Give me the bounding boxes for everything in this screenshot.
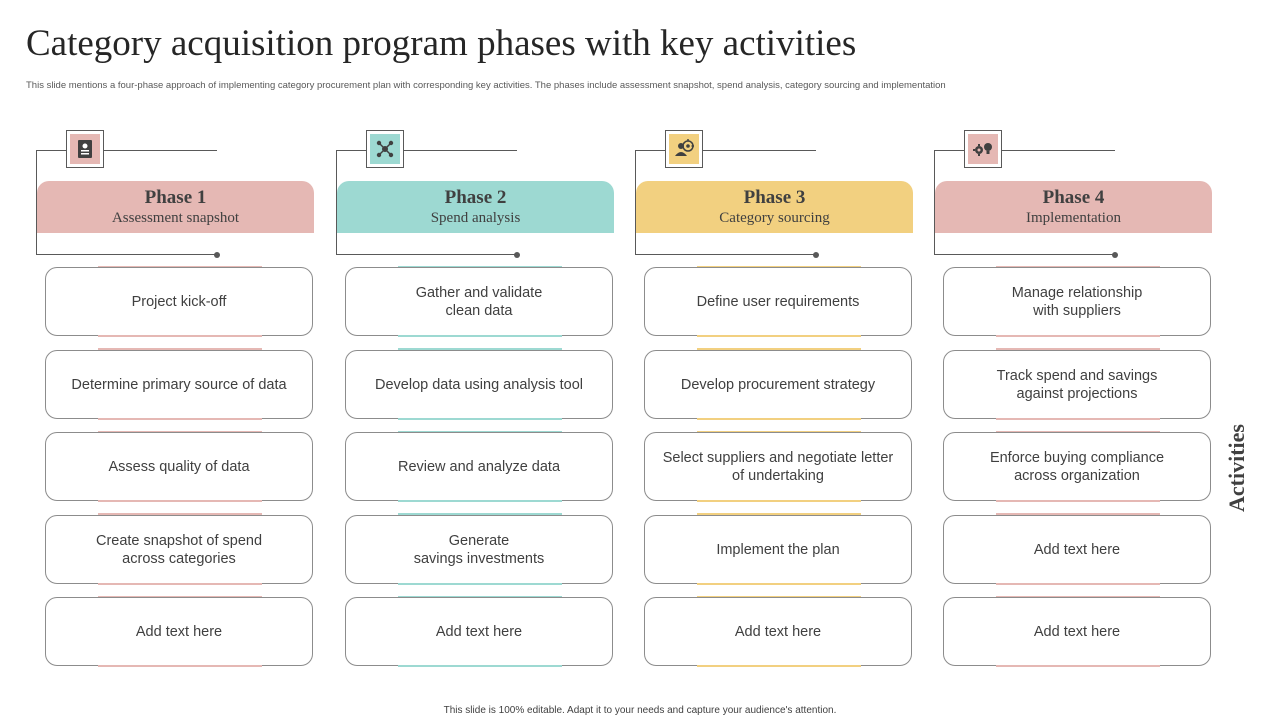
activity-card: Select suppliers and negotiate letter of undertaking	[644, 432, 912, 501]
phase-header	[935, 181, 1212, 233]
connector-dot	[214, 252, 220, 258]
footer-note: This slide is 100% editable. Adapt it to your needs and capture your audience's attention.	[443, 705, 837, 716]
phase-column-1	[36, 0, 336, 720]
card-accent	[996, 665, 1160, 667]
phase-header	[636, 181, 913, 233]
card-accent	[996, 418, 1160, 420]
document-icon	[70, 134, 100, 164]
phase-column-3	[635, 0, 935, 720]
phase-subtitle: Assessment snapshot	[111, 210, 240, 226]
phase-column-2	[336, 0, 636, 720]
card-accent	[398, 418, 562, 420]
card-accent	[398, 583, 562, 585]
activities-label-text: Activities	[1224, 424, 1249, 512]
activity-card: Implement the plan	[644, 515, 912, 584]
activity-card: Enforce buying compliance across organization	[943, 432, 1211, 501]
page-subtitle: This slide mentions a four-phase approach of implementing category procurement plan with corresponding key activities. The phases include assessment snapshot, spend analysis, category sourcing and implementation	[26, 80, 946, 91]
activity-card: Track spend and savings against projections	[943, 350, 1211, 419]
activities-side-label	[1222, 400, 1252, 536]
card-accent	[98, 335, 262, 337]
card-accent	[98, 500, 262, 502]
card-accent	[398, 335, 562, 337]
target-user-icon	[669, 134, 699, 164]
connector-dot	[813, 252, 819, 258]
card-accent	[996, 583, 1160, 585]
phase-icon-frame	[366, 130, 404, 168]
activity-card: Assess quality of data	[45, 432, 313, 501]
activity-card: Add text here	[943, 515, 1211, 584]
phase-title: Phase 2	[444, 187, 507, 208]
connector-dot	[1112, 252, 1118, 258]
activity-card: Add text here	[45, 597, 313, 666]
card-accent	[697, 665, 861, 667]
activity-card: Develop data using analysis tool	[345, 350, 613, 419]
card-accent	[98, 665, 262, 667]
activity-card: Define user requirements	[644, 267, 912, 336]
phase-column-4	[934, 0, 1234, 720]
card-accent	[697, 583, 861, 585]
page-title: Category acquisition program phases with key activities	[26, 23, 857, 64]
phase-subtitle: Implementation	[1026, 210, 1121, 226]
activity-card: Gather and validate clean data	[345, 267, 613, 336]
card-accent	[996, 500, 1160, 502]
activity-card: Determine primary source of data	[45, 350, 313, 419]
card-accent	[697, 335, 861, 337]
activity-card: Add text here	[943, 597, 1211, 666]
card-accent	[398, 665, 562, 667]
card-accent	[996, 335, 1160, 337]
phase-title: Phase 4	[1042, 187, 1105, 208]
phase-subtitle: Category sourcing	[719, 210, 830, 226]
card-accent	[98, 418, 262, 420]
activity-card: Create snapshot of spend across categories	[45, 515, 313, 584]
activity-card: Develop procurement strategy	[644, 350, 912, 419]
gear-bulb-icon	[968, 134, 998, 164]
activity-card: Review and analyze data	[345, 432, 613, 501]
card-accent	[98, 583, 262, 585]
phase-header	[37, 181, 314, 233]
activity-card: Manage relationship with suppliers	[943, 267, 1211, 336]
activity-card: Add text here	[345, 597, 613, 666]
network-icon	[370, 134, 400, 164]
activity-card: Generate savings investments	[345, 515, 613, 584]
phase-subtitle: Spend analysis	[430, 210, 521, 226]
card-accent	[697, 500, 861, 502]
connector-dot	[514, 252, 520, 258]
phase-header	[337, 181, 614, 233]
phase-title: Phase 3	[743, 187, 806, 208]
activity-card: Add text here	[644, 597, 912, 666]
card-accent	[398, 500, 562, 502]
phase-icon-frame	[964, 130, 1002, 168]
phase-icon-frame	[665, 130, 703, 168]
activity-card: Project kick-off	[45, 267, 313, 336]
card-accent	[697, 418, 861, 420]
phase-title: Phase 1	[144, 187, 207, 208]
phase-icon-frame	[66, 130, 104, 168]
